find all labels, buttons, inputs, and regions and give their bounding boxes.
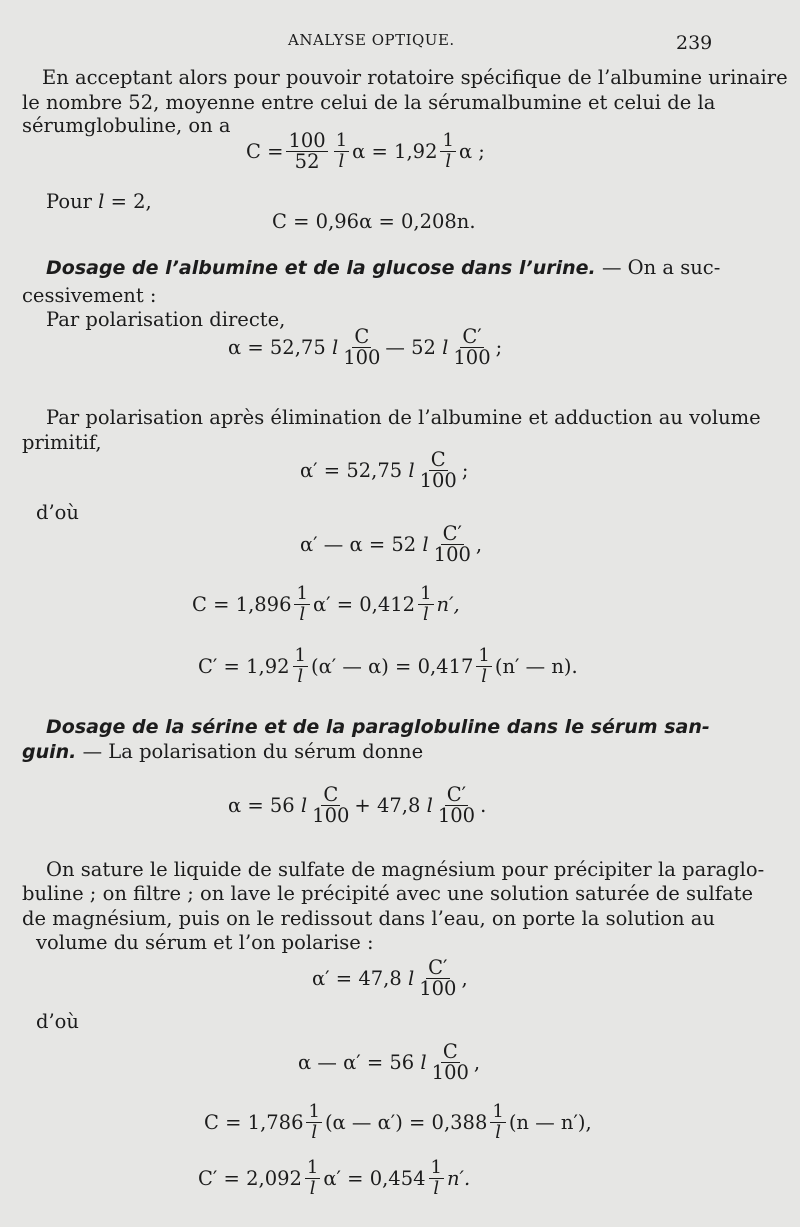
equation: [204, 1102, 592, 1143]
denominator: l: [309, 1178, 316, 1199]
paragraph-line: sérumglobuline, on a: [22, 114, 231, 137]
numerator: 1: [492, 1101, 504, 1122]
pour-line: [46, 190, 152, 214]
fraction: [305, 1158, 320, 1199]
dou-label: d’où: [36, 1010, 79, 1033]
denominator: 100: [419, 469, 457, 492]
numerator: 100: [288, 129, 326, 152]
denominator: 52: [294, 150, 320, 173]
var-l: l: [426, 794, 433, 817]
section-heading: Dosage de l’albumine et de la glucose dans l’urine.: [46, 257, 596, 279]
numerator: 1: [306, 1157, 319, 1178]
fraction: [417, 958, 458, 999]
numerator: C′: [428, 956, 448, 979]
heading-continuation: — On a suc-: [601, 256, 721, 279]
eq-text: C =: [246, 140, 284, 163]
eq-text: C = 1,786: [204, 1111, 304, 1134]
fraction: [436, 785, 477, 826]
numerator: 1: [478, 645, 490, 666]
eq-text: C′ = 2,092: [198, 1167, 302, 1190]
equation: [198, 1158, 470, 1199]
eq-text: ,: [461, 967, 468, 990]
var-l: l: [422, 533, 429, 556]
numerator: C: [430, 448, 446, 471]
numerator: C: [354, 325, 370, 348]
fraction: [334, 131, 349, 172]
eq-text: α′ — α = 52: [300, 533, 417, 556]
eq-text: α = 52,75: [228, 336, 326, 359]
eq-text: (n — n′),: [508, 1111, 592, 1134]
paragraph-line: Par polarisation directe,: [46, 308, 286, 331]
denominator: 100: [343, 346, 381, 369]
page-number: 239: [676, 32, 713, 54]
equation: [298, 1042, 480, 1083]
denominator: 100: [453, 346, 491, 369]
pour-label: Pour: [46, 190, 92, 213]
var-l: l: [420, 1051, 427, 1074]
eq-text: (α′ — α) = 0,417: [310, 655, 474, 678]
equation: [228, 327, 502, 368]
dou-label: d’où: [36, 501, 79, 524]
section-heading: Dosage de la sérine et de la paraglobuline dans le sérum san-: [46, 716, 710, 738]
denominator: 100: [433, 543, 471, 566]
denominator: 100: [437, 804, 476, 827]
denominator: l: [422, 604, 429, 625]
equation: [246, 131, 485, 172]
paragraph-line: buline ; on filtre ; on lave le précipité avec une solution saturée de sulfate: [22, 882, 754, 905]
eq-text: α = 1,92: [352, 140, 438, 163]
denominator: l: [495, 1122, 501, 1143]
paragraph-line: En acceptant alors pour pouvoir rotatoire spécifique de l’albumine urinaire: [42, 66, 788, 89]
var-l: l: [300, 794, 308, 817]
equation: [312, 958, 468, 999]
denominator: l: [445, 151, 452, 172]
numerator: C′: [462, 325, 482, 348]
fraction: [418, 584, 433, 625]
eq-text: ,: [473, 1051, 481, 1074]
eq-text: C′ = 1,92: [198, 655, 290, 678]
denominator: l: [338, 151, 345, 172]
equation: [192, 584, 460, 625]
denominator: l: [299, 604, 306, 625]
eq-text: .: [480, 794, 487, 817]
paragraph-line: On sature le liquide de sulfate de magnésium pour précipiter la paraglo-: [46, 858, 765, 881]
paragraph-line: de magnésium, puis on le redissout dans l’eau, on porte la solution au: [22, 907, 715, 930]
numerator: C: [442, 1040, 458, 1063]
numerator: 1: [308, 1101, 320, 1122]
eq-text: α — α′ = 56: [298, 1051, 415, 1074]
denominator: 100: [419, 977, 457, 1000]
paragraph-line: le nombre 52, moyenne entre celui de la sérumalbumine et celui de la: [22, 91, 716, 114]
eq-text: + 47,8: [354, 794, 421, 817]
fraction: [294, 584, 309, 625]
equation: [300, 450, 468, 491]
paragraph-line: volume du sérum et l’on polarise :: [36, 931, 374, 954]
eq-text: α′ = 0,412: [312, 593, 416, 616]
eq-text: ;: [495, 336, 503, 359]
eq-text: n′.: [446, 1167, 471, 1190]
eq-text: α ;: [458, 140, 485, 163]
eq-text: C = 1,896: [192, 593, 292, 616]
fraction: [451, 327, 492, 368]
eq-text: n′,: [436, 593, 460, 616]
running-header: ANALYSE OPTIQUE.: [288, 31, 455, 49]
fraction: [430, 1042, 471, 1083]
eq-text: — 52: [385, 336, 436, 359]
paragraph-line: cessivement :: [22, 284, 157, 307]
numerator: 1: [442, 130, 454, 151]
fraction: [418, 450, 459, 491]
eq-text: (α — α′) = 0,388: [324, 1111, 488, 1134]
var-l: l: [407, 967, 415, 990]
numerator: 1: [335, 130, 348, 151]
denominator: l: [311, 1122, 318, 1143]
fraction: [476, 646, 491, 687]
fraction: [293, 646, 308, 687]
eq-text: α′ = 0,454: [323, 1167, 426, 1190]
numerator: 1: [430, 1157, 442, 1178]
eq-text: (n′ — n).: [494, 655, 578, 678]
paragraph-line: primitif,: [22, 431, 102, 454]
denominator: 100: [431, 1061, 469, 1084]
eq-text: α′ = 47,8: [312, 967, 402, 990]
equation: [198, 646, 578, 687]
numerator: C: [323, 783, 339, 806]
var-l: l: [331, 336, 339, 359]
numerator: 1: [296, 583, 308, 604]
eq-text: ,: [475, 533, 483, 556]
numerator: 1: [420, 583, 432, 604]
fraction: [440, 131, 455, 172]
equation: [228, 785, 486, 826]
denominator: l: [481, 666, 488, 687]
fraction: [341, 327, 382, 368]
equation: [300, 524, 482, 565]
denominator: l: [297, 666, 304, 687]
numerator: C′: [446, 783, 467, 806]
fraction: [490, 1102, 505, 1143]
equation: C = 0,96α = 0,208n.: [272, 210, 476, 233]
numerator: 1: [294, 645, 306, 666]
var-l: l: [408, 459, 415, 482]
section-heading-line: [46, 715, 710, 739]
fraction: [432, 524, 473, 565]
pour-value: = 2,: [110, 190, 152, 213]
heading-continuation: — La polarisation du sérum donne: [82, 740, 424, 763]
fraction: [310, 785, 351, 826]
eq-text: ;: [461, 459, 469, 482]
var-l: l: [442, 336, 449, 359]
section-heading-line: [22, 740, 423, 764]
denominator: l: [433, 1178, 440, 1199]
fraction: [286, 131, 327, 172]
fraction: [429, 1158, 444, 1199]
paragraph-line: Par polarisation après élimination de l’albumine et adduction au volume: [46, 406, 761, 429]
eq-text: α′ = 52,75: [300, 459, 403, 482]
eq-text: α = 56: [228, 794, 295, 817]
fraction: [306, 1102, 321, 1143]
section-heading-line: [46, 256, 720, 280]
section-heading: guin.: [22, 741, 77, 763]
denominator: 100: [312, 804, 350, 827]
numerator: C′: [442, 522, 462, 545]
var-l: l: [98, 190, 105, 213]
